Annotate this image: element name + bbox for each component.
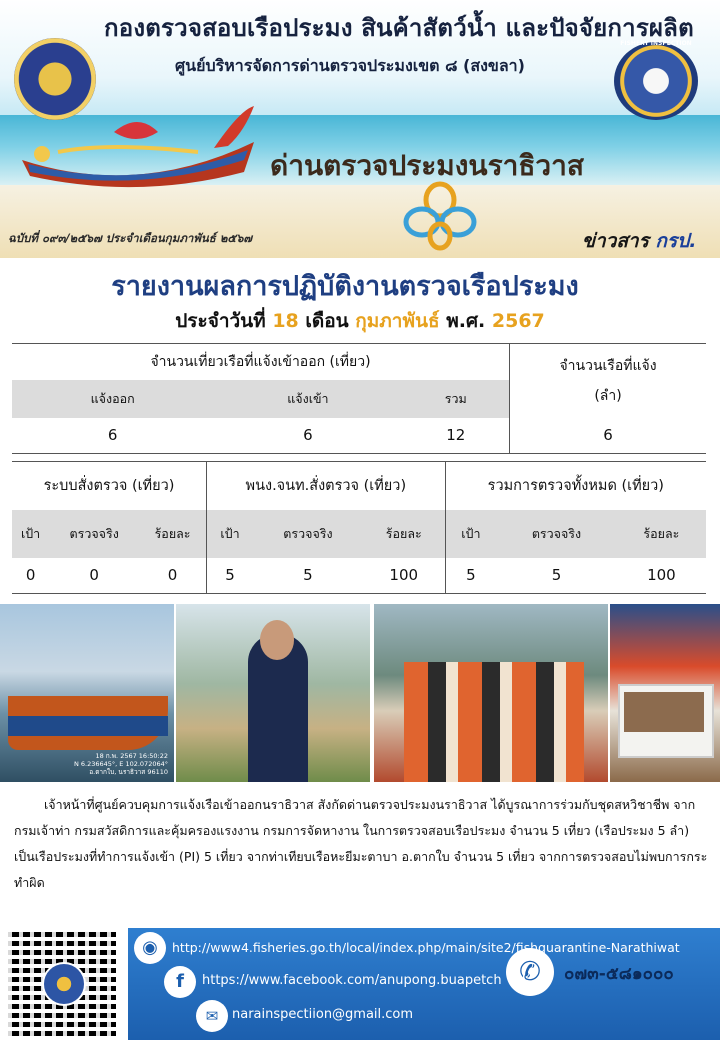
inspection-table <box>12 461 706 594</box>
phone-number: ๐๗๓-๕๘๑๐๐๐ <box>564 964 674 984</box>
header-boats <box>510 344 707 418</box>
col-actual: ตรวจจริง <box>69 525 119 541</box>
photo-crew-group <box>374 604 608 782</box>
col-target: เป้า <box>20 525 41 541</box>
col-percent: ร้อยละ <box>154 525 191 541</box>
email-link[interactable]: narainspectiion@gmail.com <box>232 1007 414 1022</box>
header-trips: จำนวนเที่ยวเรือที่แจ้งเข้าออก (เที่ยว) <box>150 353 371 370</box>
date-month: กุมภาพันธ์ <box>355 310 440 332</box>
qr-center-logo <box>42 962 86 1006</box>
col-percent: ร้อยละ <box>643 525 680 541</box>
system-actual: 0 <box>89 566 99 585</box>
header-banner <box>0 0 720 258</box>
facebook-icon: f <box>164 966 196 998</box>
photo-officer-inspection <box>176 604 370 782</box>
col-actual: ตรวจจริง <box>531 525 582 541</box>
date-prefix: ประจำวันที่ <box>175 310 266 332</box>
station-name: ด่านตรวจประมงนราธิวาส <box>270 149 584 182</box>
col-total: รวม <box>444 390 467 406</box>
globe-icon: ◉ <box>134 932 166 964</box>
officer-percent: 100 <box>389 566 419 585</box>
photo-timestamp <box>74 752 168 776</box>
photo-timestamp-coords: N 6.236645°, E 102.072064° <box>73 759 168 768</box>
officer-target: 5 <box>207 558 254 594</box>
website-link[interactable]: http://www4.fisheries.go.th/local/index.php/main/site2/fishquarantine-Narathiwat <box>172 940 680 955</box>
header-boats-unit: (ลำ) <box>594 387 622 404</box>
catch-shrimp <box>624 692 704 732</box>
year-label: พ.ศ. <box>446 310 486 332</box>
department-name: กองตรวจสอบเรือประมง สินค้าสัตว์น้ำ และปัจจัยการผลิต <box>104 14 694 42</box>
news-label-abbr: กรป. <box>655 230 697 252</box>
header-boats-label: จำนวนเรือที่แจ้ง <box>559 357 657 374</box>
photo-timestamp-date: 18 ก.พ. 2567 16:50:22 <box>95 751 168 760</box>
value-boats: 6 <box>510 418 707 454</box>
fishery-inspection-logo <box>614 42 698 120</box>
trip-notification-table <box>12 343 706 454</box>
photo-timestamp-place: อ.ตากใบ, นราธิวาส 96110 <box>89 767 168 776</box>
total-actual: 5 <box>551 566 562 585</box>
crew-figures <box>404 662 584 782</box>
group-total-title: รวมการตรวจทั้งหมด (เที่ยว) <box>445 462 706 510</box>
officer-actual: 5 <box>303 566 313 585</box>
officer-head <box>260 620 294 660</box>
group-officer-title: พนง.จนท.สั่งตรวจ (เที่ยว) <box>207 462 446 510</box>
phone-icon: ✆ <box>506 948 554 996</box>
issue-number: ฉบับที่ ๐๙๓/๒๕๖๗ ประจำเดือนกุมภาพันธ์ ๒๕๖๗ <box>8 231 253 245</box>
system-percent: 0 <box>167 566 178 585</box>
photo-catch-boxes <box>610 604 720 782</box>
group-system-title: ระบบสั่งตรวจ (เที่ยว) <box>43 478 175 495</box>
news-label <box>582 226 696 256</box>
system-target: 0 <box>25 566 36 585</box>
total-percent: 100 <box>647 566 676 585</box>
report-title: รายงานผลการปฏิบัติงานตรวจเรือประมง <box>111 271 579 302</box>
col-target: เป้า <box>207 510 254 558</box>
knot-emblem-icon <box>400 180 480 252</box>
facebook-link[interactable]: https://www.facebook.com/anupong.buapetch <box>202 973 502 988</box>
col-actual: ตรวจจริง <box>283 525 333 541</box>
news-label-text: ข่าวสาร <box>582 230 649 252</box>
col-in: แจ้งเข้า <box>287 390 329 406</box>
date-day: 18 <box>272 310 299 332</box>
report-paragraph: เจ้าหน้าที่ศูนย์ควบคุมการแจ้งเรือเข้าออกนราธิวาส สังกัดด่านตรวจประมงนราธิวาส ได้บูรณาการร่วมกับชุดสหวิชาชีพ จากกรมเจ้าท่า กรมสวัสดิการและคุ้มครองแรงงาน กรมการจัดหางาน ในการตรวจสอบเรือประมง จำนวน 5 เที่ยว (เรือประมง 5 ลำ) เป็นเรือประมงที่ทำการแจ้งเข้า (PI) 5 เที่ยว จากท่าเทียบเรือหะยีมะตาบา อ.ตากใบ จำนวน 5 เที่ยว จากการตรวจสอบไม่พบการกระทำผิด <box>14 797 708 890</box>
month-label: เดือน <box>305 310 349 332</box>
value-in: 6 <box>303 426 313 445</box>
boat-stripe <box>8 716 168 736</box>
fishery-inspection-logo-text: FISHERY INSPECTION <box>620 40 692 47</box>
center-name: ศูนย์บริหารจัดการด่านตรวจประมงเขต ๘ (สงขลา) <box>175 56 525 75</box>
mail-icon: ✉ <box>196 1000 228 1032</box>
col-percent: ร้อยละ <box>385 525 422 541</box>
department-seal-logo <box>14 38 96 120</box>
date-year: 2567 <box>491 310 545 332</box>
report-body <box>14 792 710 896</box>
value-total: 12 <box>446 426 466 445</box>
col-out: แจ้งออก <box>90 390 135 406</box>
total-target: 5 <box>445 558 496 594</box>
report-date <box>0 306 720 336</box>
value-out: 6 <box>107 426 118 445</box>
photo-fishing-boat <box>0 604 174 782</box>
col-target: เป้า <box>445 510 496 558</box>
